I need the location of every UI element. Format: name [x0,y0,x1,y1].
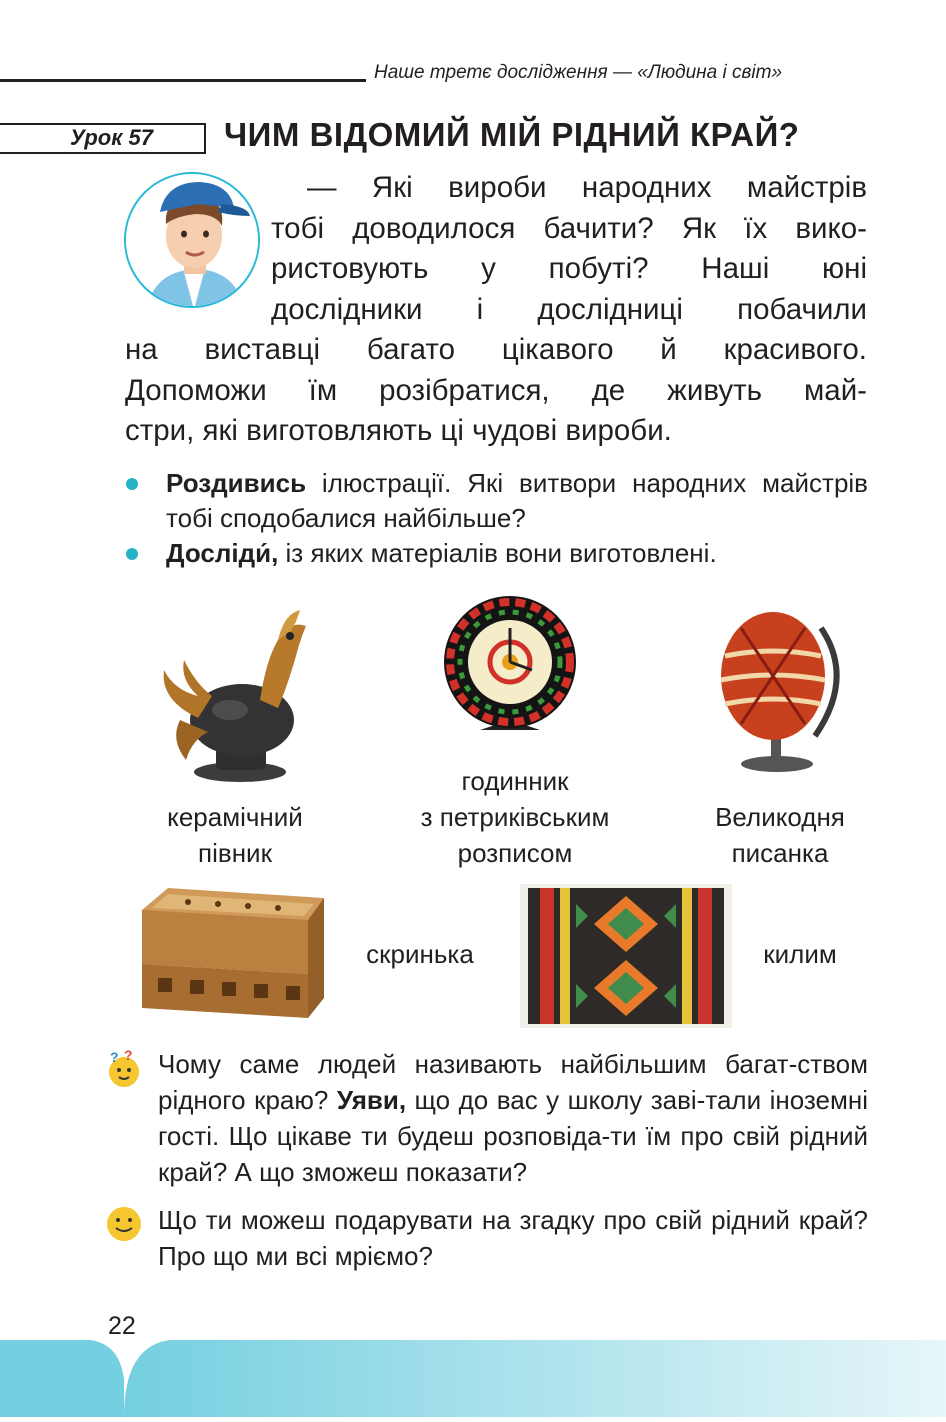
caption-line: півник [198,838,272,868]
intro-line: дослідники і дослідниці побачили [271,292,867,326]
bullet-dot-icon [126,548,138,560]
smiley-face-icon [102,1204,146,1244]
task-text: ілюстрації. Які витвори народних майстрів тобі сподобалися найбільше? [166,468,868,533]
ceramic-rooster-image [150,600,320,785]
lesson-title: ЧИМ ВІДОМИЙ МІЙ РІДНИЙ КРАЙ? [224,116,800,153]
task-item [126,466,868,536]
intro-paragraph [125,168,867,452]
caption-line: Великодня [715,802,845,832]
question-block [102,1202,868,1274]
running-head: Наше третє дослідження — «Людина і світ» [374,62,783,83]
task-text: із яких матеріалів вони виготовлені. [278,538,717,568]
footer-band [0,1340,946,1417]
box-caption: скринька [366,939,474,969]
svg-text:?: ? [124,1048,133,1063]
task-verb: Досліди́, [166,538,279,568]
question-face-icon [102,1048,146,1088]
intro-line: тобі доводилося бачити? Як їх вико- [271,211,867,245]
question-verb: Уяви, [336,1085,407,1115]
question-text: Що ти можеш подарувати на згадку про свій рідний край? Про що ми всі мріємо? [158,1205,868,1271]
petrykivka-clock-image [440,592,580,740]
caption-line: годинник [461,766,569,796]
pysanka-caption [695,799,865,871]
intro-line: стри, які виготовляють ці чудові вироби. [125,414,672,447]
avatar-spacer [125,168,271,330]
caption-line: керамічний [167,802,303,832]
clock-caption [395,763,635,871]
rooster-caption [145,799,325,871]
svg-text:?: ? [110,1049,119,1065]
lesson-label: Урок 57 [70,125,153,150]
intro-line: ристовують у побуті? Наші юні [271,252,867,285]
header-rule [0,79,366,82]
caption-line: писанка [731,838,829,868]
pysanka-image [705,598,855,773]
question-text [102,1046,868,1190]
question-text-part: Чому саме людей називають найбільшим багат-ством рідного краю? [158,1049,868,1115]
page-number: 22 [108,1312,136,1340]
kilim-carpet-image [520,884,732,1028]
task-list [126,466,868,571]
task-verb: Роздивись [166,468,307,498]
question-text-part: що до вас у школу заві-тали іноземні гості. Що цікаве ти будеш розповіда-ти їм про свій рідний край? А що зможеш показати? [158,1085,868,1187]
task-item [126,536,868,571]
intro-line: на виставці багато цікавого й красивого. [125,333,867,366]
carved-box-image [128,880,333,1028]
intro-line: — Які вироби народних майстрів [307,171,867,204]
intro-line: Допоможи їм розібратися, де живуть май- [125,373,867,407]
caption-line: розписом [457,838,573,868]
carpet-caption: килим [763,939,837,969]
caption-line: з петриківським [420,802,610,832]
bullet-dot-icon [126,478,138,490]
question-block [102,1046,868,1190]
